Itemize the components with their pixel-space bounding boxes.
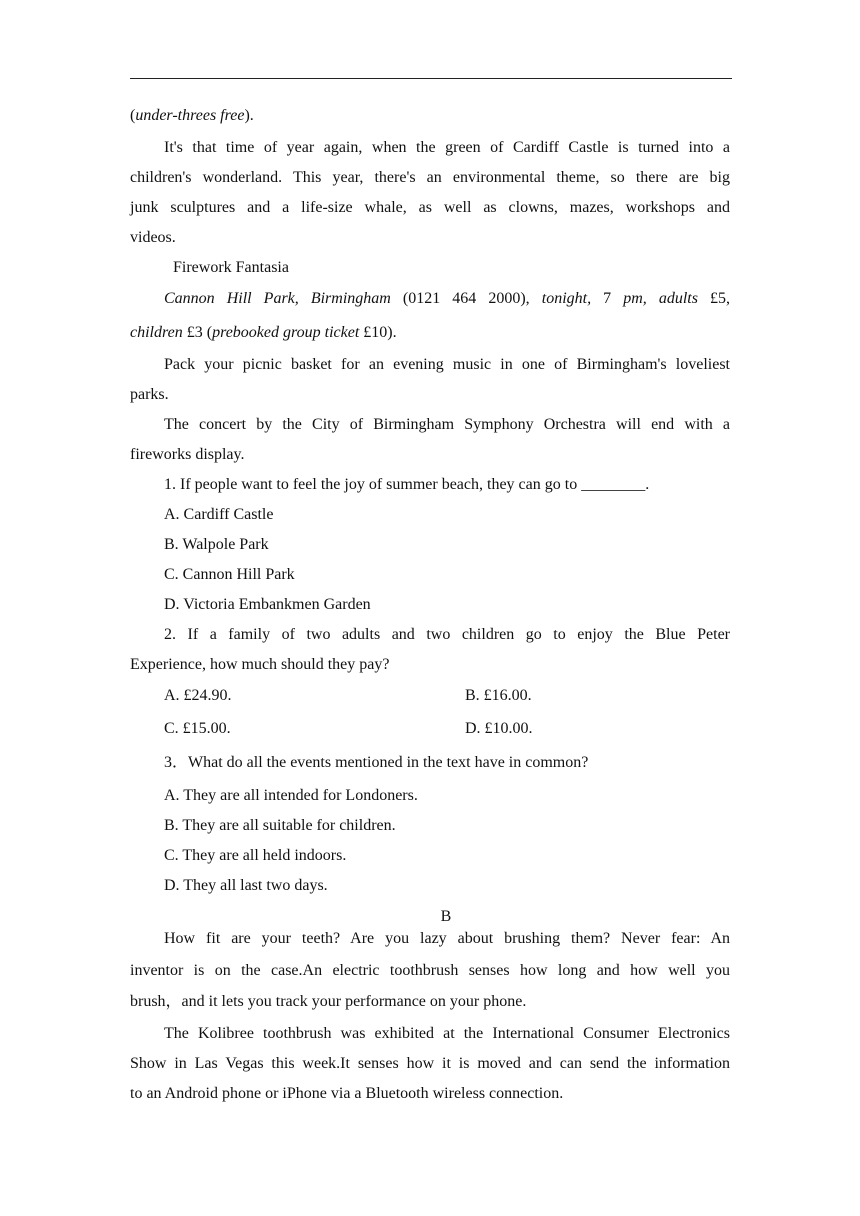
passage-b-p2-line-3: to an Android phone or iPhone via a Bluetooth wireless connection. [130,1085,564,1102]
question-3-option-a: A. They are all intended for Londoners. [164,787,418,804]
event-children-price: £3 ( [182,324,213,341]
cardiff-paragraph-line-1: It's that time of year again, when the green of Cardiff Castle is turned into a [164,139,730,156]
passage-b-p2-line-2: Show in Las Vegas this week.It senses how it is moved and can send the information [130,1055,730,1072]
question-2-stem-line-2: Experience, how much should they pay? [130,656,390,673]
cardiff-paragraph-line-4: videos. [130,229,176,246]
event-adult-price: £5, [697,290,731,307]
passage-b-p1-line-3: brush，and it lets you track your performance on your phone. [130,993,527,1010]
header-rule [130,78,732,79]
question-2-option-d: D. £10.00. [465,720,533,737]
passage-b-p2-line-1: The Kolibree toothbrush was exhibited at the International Consumer Electronics [164,1025,730,1042]
event-pm-adults: pm, adults [623,290,698,307]
question-1-stem: 1. If people want to feel the joy of summer beach, they can go to ________. [164,476,650,493]
question-2-option-c: C. £15.00. [164,720,231,737]
cardiff-paragraph-line-3: junk sculptures and a life-size whale, as well as clowns, mazes, workshops and [130,199,730,216]
under-threes-text: under-threes free [135,107,245,124]
passage-b-heading: B [440,908,452,925]
concert-paragraph-line-1: The concert by the City of Birmingham Symphony Orchestra will end with a [164,416,730,433]
under-threes-line: (under-threes free). [130,107,254,124]
picnic-paragraph-line-1: Pack your picnic basket for an evening music in one of Birmingham's loveliest [164,356,730,373]
event-children: children [130,324,183,341]
question-2-option-b: B. £16.00. [465,687,532,704]
passage-b-p1-line-2: inventor is on the case.An electric toothbrush senses how long and how well you [130,962,730,979]
cardiff-paragraph-line-2: children's wonderland. This year, there's an environmental theme, so there are big [130,169,730,186]
question-2-stem-line-1: 2. If a family of two adults and two children go to enjoy the Blue Peter [164,626,730,643]
question-3-option-b: B. They are all suitable for children. [164,817,396,834]
question-3-stem: 3．What do all the events mentioned in the text have in common? [164,754,589,771]
question-3-option-d: D. They all last two days. [164,877,328,894]
event-title: Firework Fantasia [173,259,289,276]
question-1-option-b: B. Walpole Park [164,536,269,553]
event-info-line-2 [130,323,730,343]
passage-b-p1-line-1: How fit are your teeth? Are you lazy about brushing them? Never fear: An [164,930,730,947]
event-time: tonight, [541,290,592,307]
question-2-option-a: A. £24.90. [164,687,232,704]
event-group: prebooked group ticket [212,324,360,341]
event-place: Cannon Hill Park, Birmingham [164,290,391,307]
question-3-option-c: C. They are all held indoors. [164,847,347,864]
concert-paragraph-line-2: fireworks display. [130,446,245,463]
under-threes-close: ). [244,107,254,124]
question-1-option-a: A. Cardiff Castle [164,506,274,523]
event-phone: (0121 464 2000), [390,290,542,307]
event-info-line-1 [164,289,730,309]
event-seven: 7 [591,290,624,307]
event-group-price: £10). [359,324,397,341]
question-1-option-d: D. Victoria Embankmen Garden [164,596,371,613]
question-1-option-c: C. Cannon Hill Park [164,566,295,583]
picnic-paragraph-line-2: parks. [130,386,169,403]
